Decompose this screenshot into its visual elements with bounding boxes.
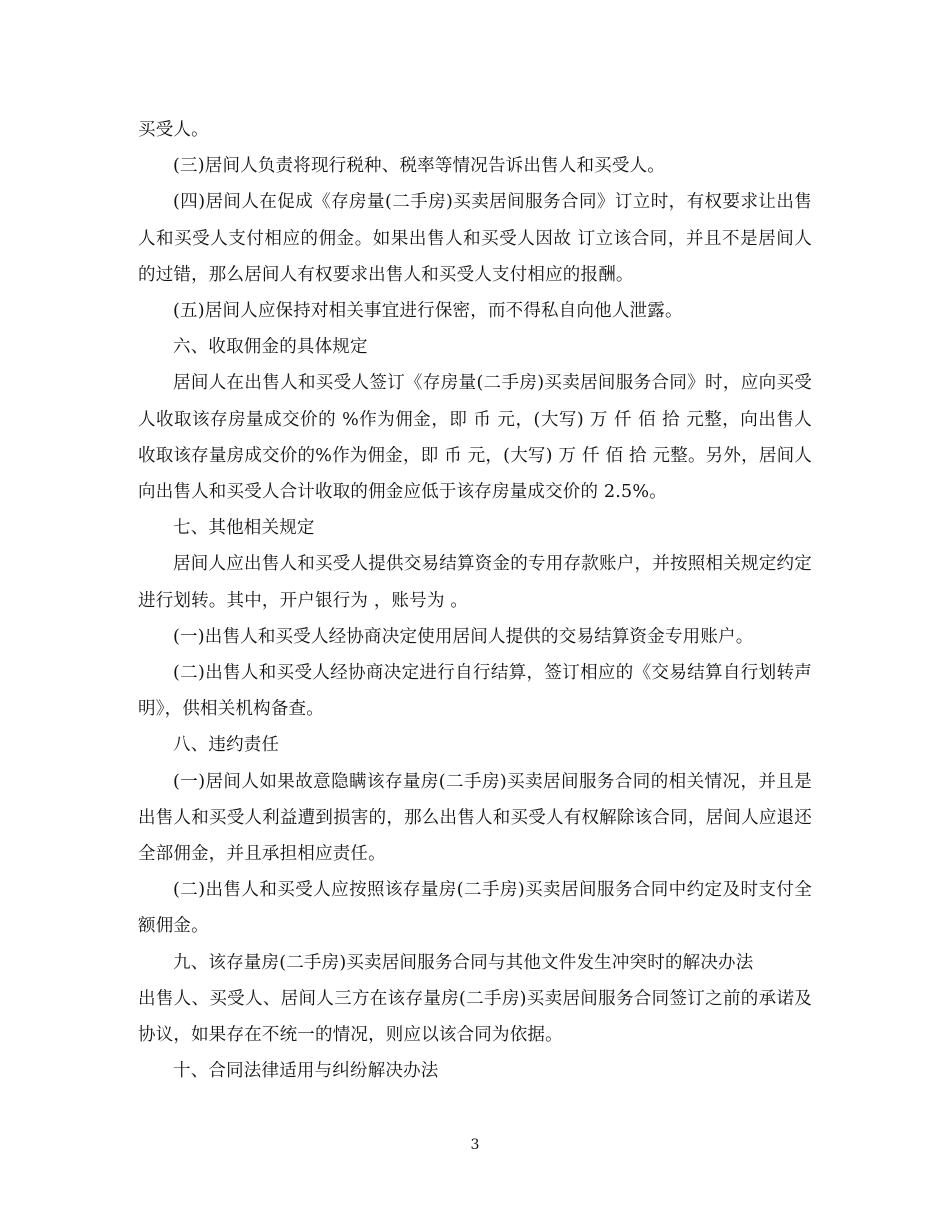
page-number: 3 <box>470 1137 480 1153</box>
section-heading: 十、合同法律适用与纠纷解决办法 <box>173 1061 439 1082</box>
paragraph: (五)居间人应保持对相关事宜进行保密，而不得私自向他人泄露。 <box>173 301 683 322</box>
paragraph: (四)居间人在促成《存房量(二手房)买卖居间服务合同》订立时，有权要求让出售人和买受人支付相应的佣金。如果出售人和买受人因故 订立该合同，并且不是居间人的过错，那么居间人有权要求出售人和买受人支付相应的报酬。 <box>138 192 812 285</box>
paragraph: 居间人在出售人和买受人签订《存房量(二手房)买卖居间服务合同》时，应向买受人收取该存房量成交价的 %作为佣金，即 币 元，(大写) 万 仟 佰 拾 元整，向出售人收取该存量房成交价的%作为佣金，即 币 元，(大写) 万 仟 佰 拾 元整。另外，居间人向出售人和买受人合计收取的佣金应低于该存房量成交价的 2.5%。 <box>138 373 812 503</box>
paragraph: (二)出售人和买受人应按照该存量房(二手房)买卖居间服务合同中约定及时支付全额佣金。 <box>138 880 812 937</box>
paragraph: 出售人、买受人、居间人三方在该存量房(二手房)买卖居间服务合同签订之前的承诺及协议，如果存在不统一的情况，则应以该合同为依据。 <box>138 988 812 1046</box>
section-heading: 六、收取佣金的具体规定 <box>173 337 368 358</box>
section-heading: 八、违约责任 <box>173 735 280 756</box>
paragraph: 买受人。 <box>138 120 209 140</box>
paragraph: (一)出售人和买受人经协商决定使用居间人提供的交易结算资金专用账户。 <box>173 626 754 647</box>
paragraph: 居间人应出售人和买受人提供交易结算资金的专用存款账户，并按照相关规定约定进行划转。其中，开户银行为 ，账号为 。 <box>138 554 812 611</box>
paragraph: (三)居间人负责将现行税种、税率等情况告诉出售人和买受人。 <box>173 156 665 177</box>
section-heading: 九、该存量房(二手房)买卖居间服务合同与其他文件发生冲突时的解决办法 <box>173 952 754 973</box>
document-body <box>138 112 812 1089</box>
paragraph: (一)居间人如果故意隐瞒该存量房(二手房)买卖居间服务合同的相关情况，并且是出售人和买受人利益遭到损害的，那么出售人和买受人有权解除该合同，居间人应退还全部佣金，并且承担相应责任。 <box>138 771 812 865</box>
section-heading: 七、其他相关规定 <box>173 518 315 539</box>
paragraph: (二)出售人和买受人经协商决定进行自行结算，签订相应的《交易结算自行划转声明》，供相关机构备查。 <box>138 663 812 720</box>
